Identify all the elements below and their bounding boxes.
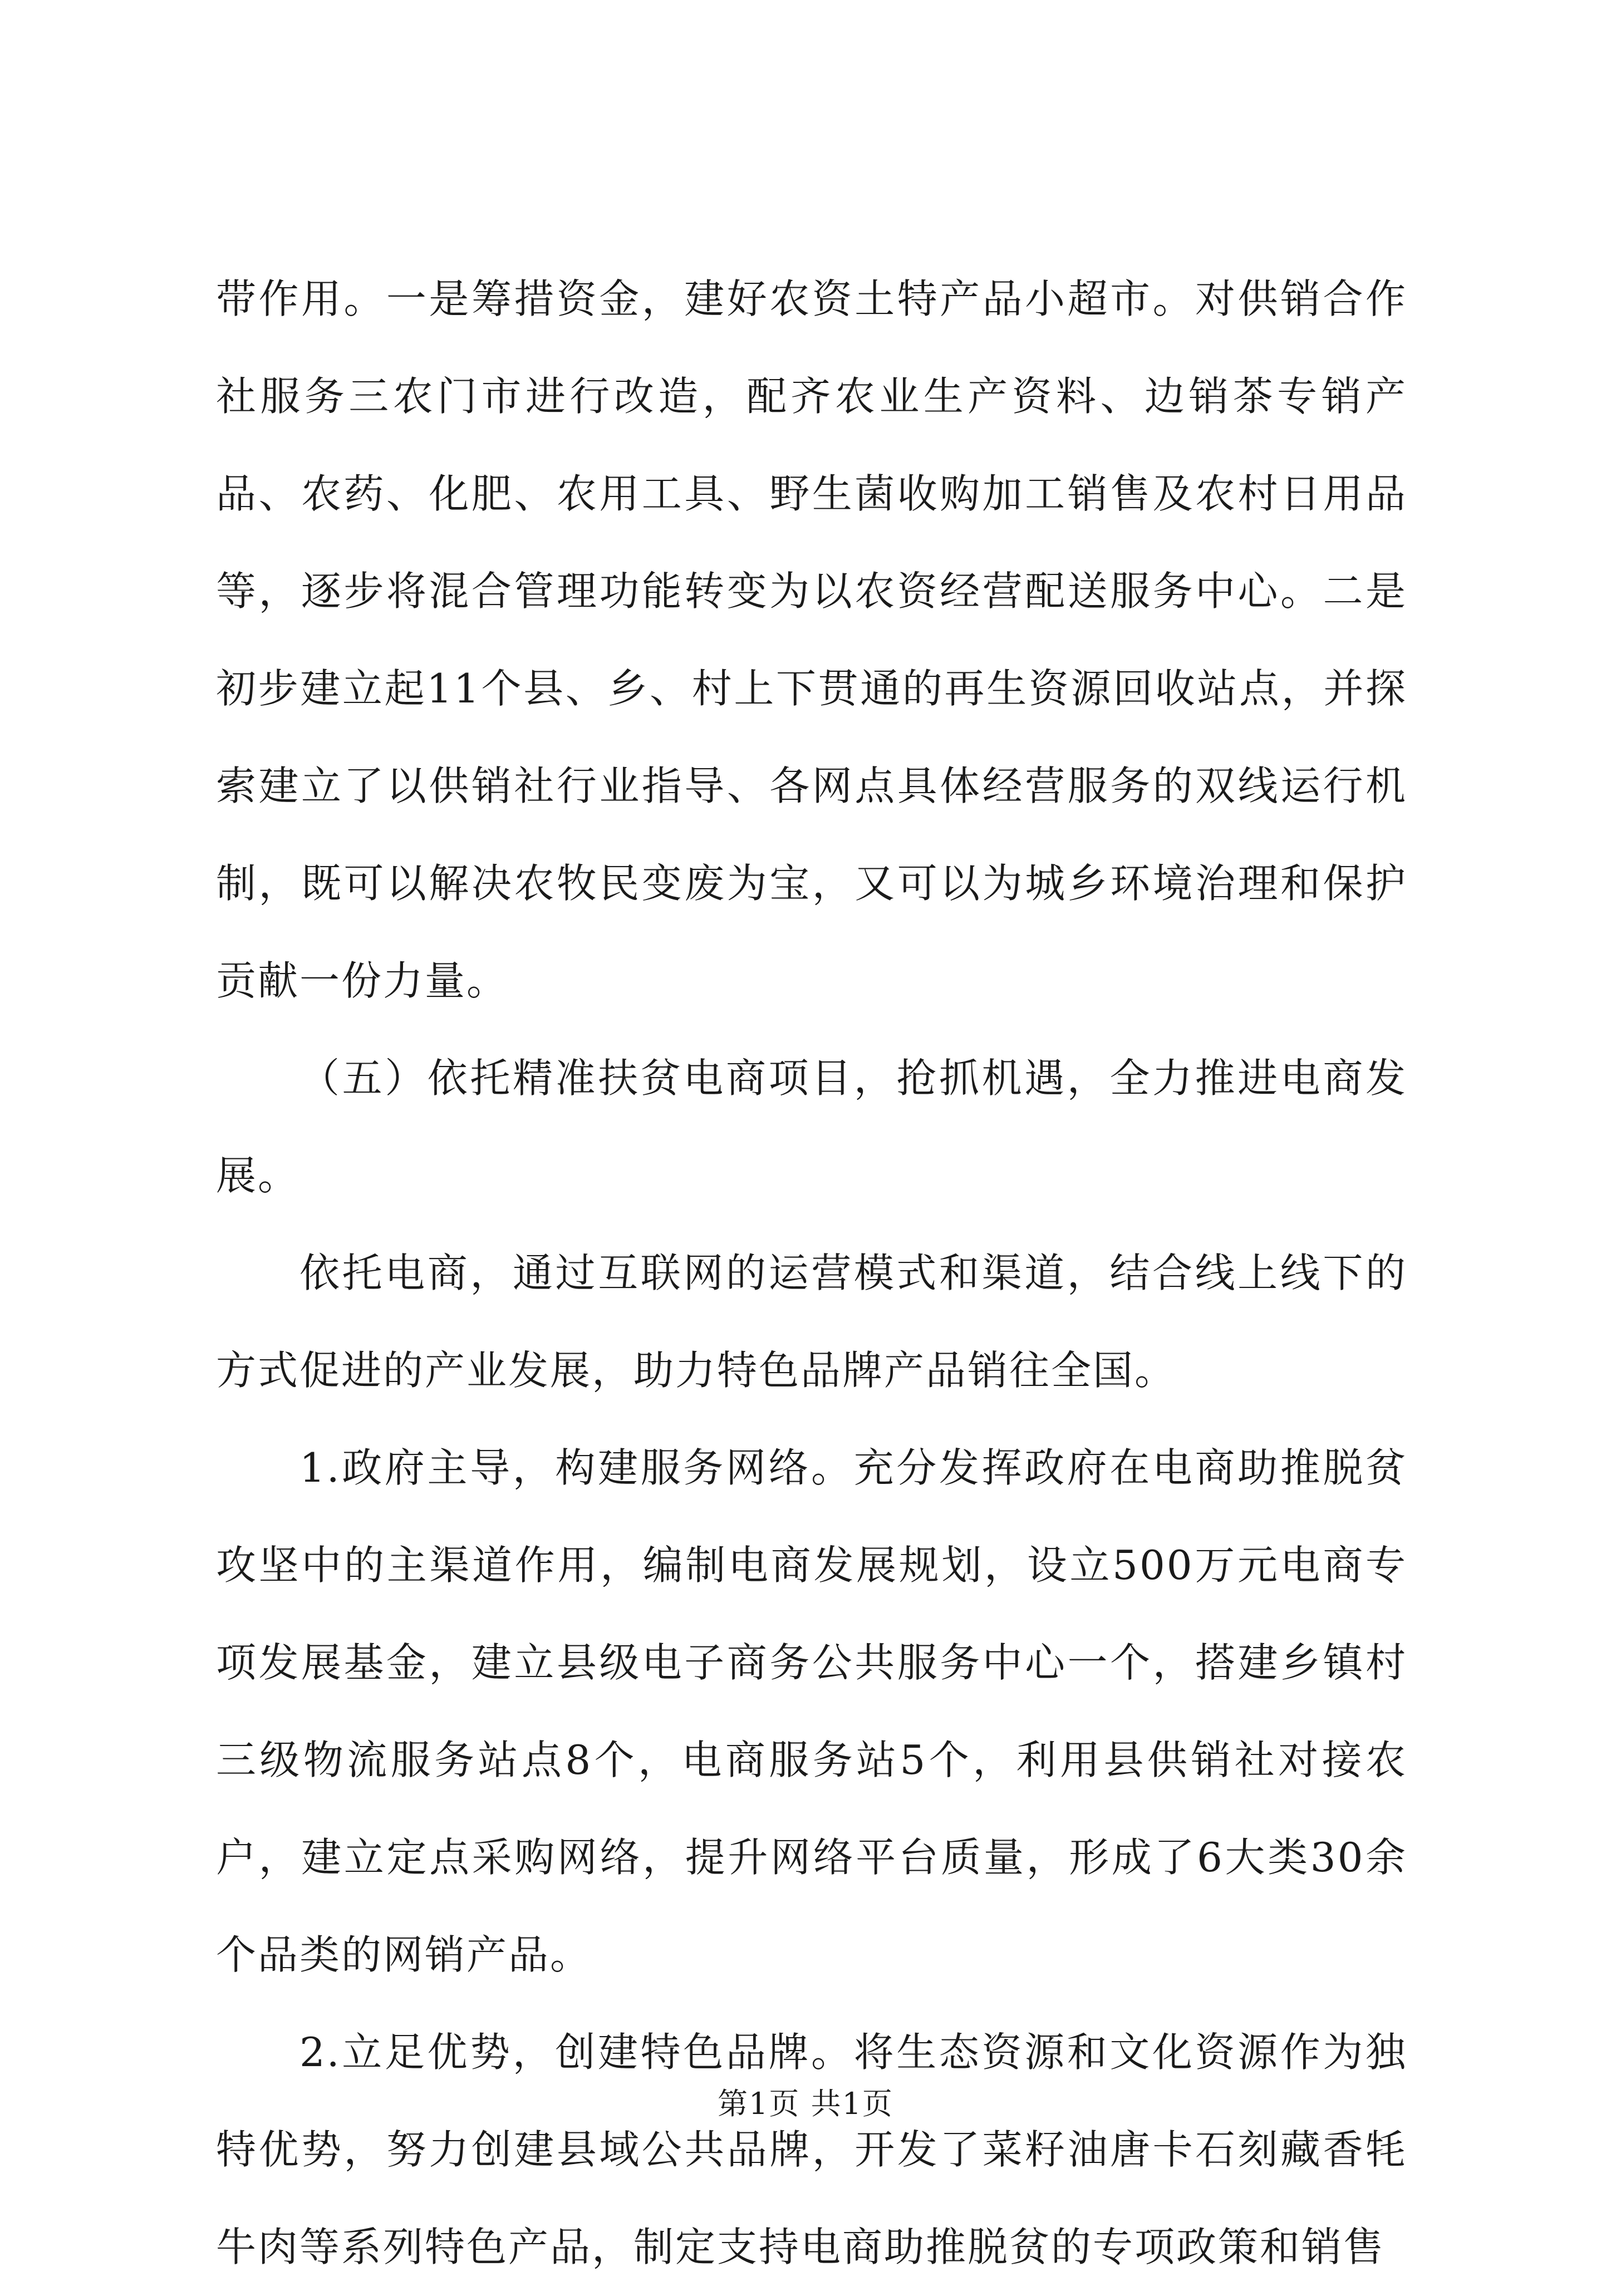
page-footer: 第1页 共1页 — [718, 2086, 893, 2121]
paragraph: 依托电商，通过互联网的运营模式和渠道，结合线上线下的方式促进的产业发展，助力特色品牌产品销往全国。 — [216, 1250, 1407, 1394]
section-heading: （五）依托精准扶贫电商项目，抢抓机遇，全力推进电商发展。 — [216, 1055, 1407, 1199]
paragraph: 2.立足优势，创建特色品牌。将生态资源和文化资源作为独特优势，努力创建县域公共品牌，开发了菜籽油唐卡石刻藏香牦牛肉等系列特色产品，制定支持电商助推脱贫的专项政策和销售 — [216, 2029, 1407, 2270]
paragraph: 1.政府主导，构建服务网络。充分发挥政府在电商助推脱贫攻坚中的主渠道作用，编制电商发展规划，设立500万元电商专项发展基金，建立县级电子商务公共服务中心一个，搭建乡镇村三级物流服务站点8个，电商服务站5个，利用县供销社对接农户，建立定点采购网络，提升网络平台质量，形成了6大类30余个品类的网销产品。 — [216, 1444, 1407, 1978]
document-body — [216, 250, 1407, 2296]
paragraph-continuation: 带作用。一是筹措资金，建好农资土特产品小超市。对供销合作社服务三农门市进行改造，配齐农业生产资料、边销茶专销产品、农药、化肥、农用工具、野生菌收购加工销售及农村日用品等，逐步将混合管理功能转变为以农资经营配送服务中心。二是初步建立起11个县、乡、村上下贯通的再生资源回收站点，并探索建立了以供销社行业指导、各网点具体经营服务的双线运行机制，既可以解决农牧民变废为宝，又可以为城乡环境治理和保护贡献一份力量。 — [216, 276, 1407, 1004]
